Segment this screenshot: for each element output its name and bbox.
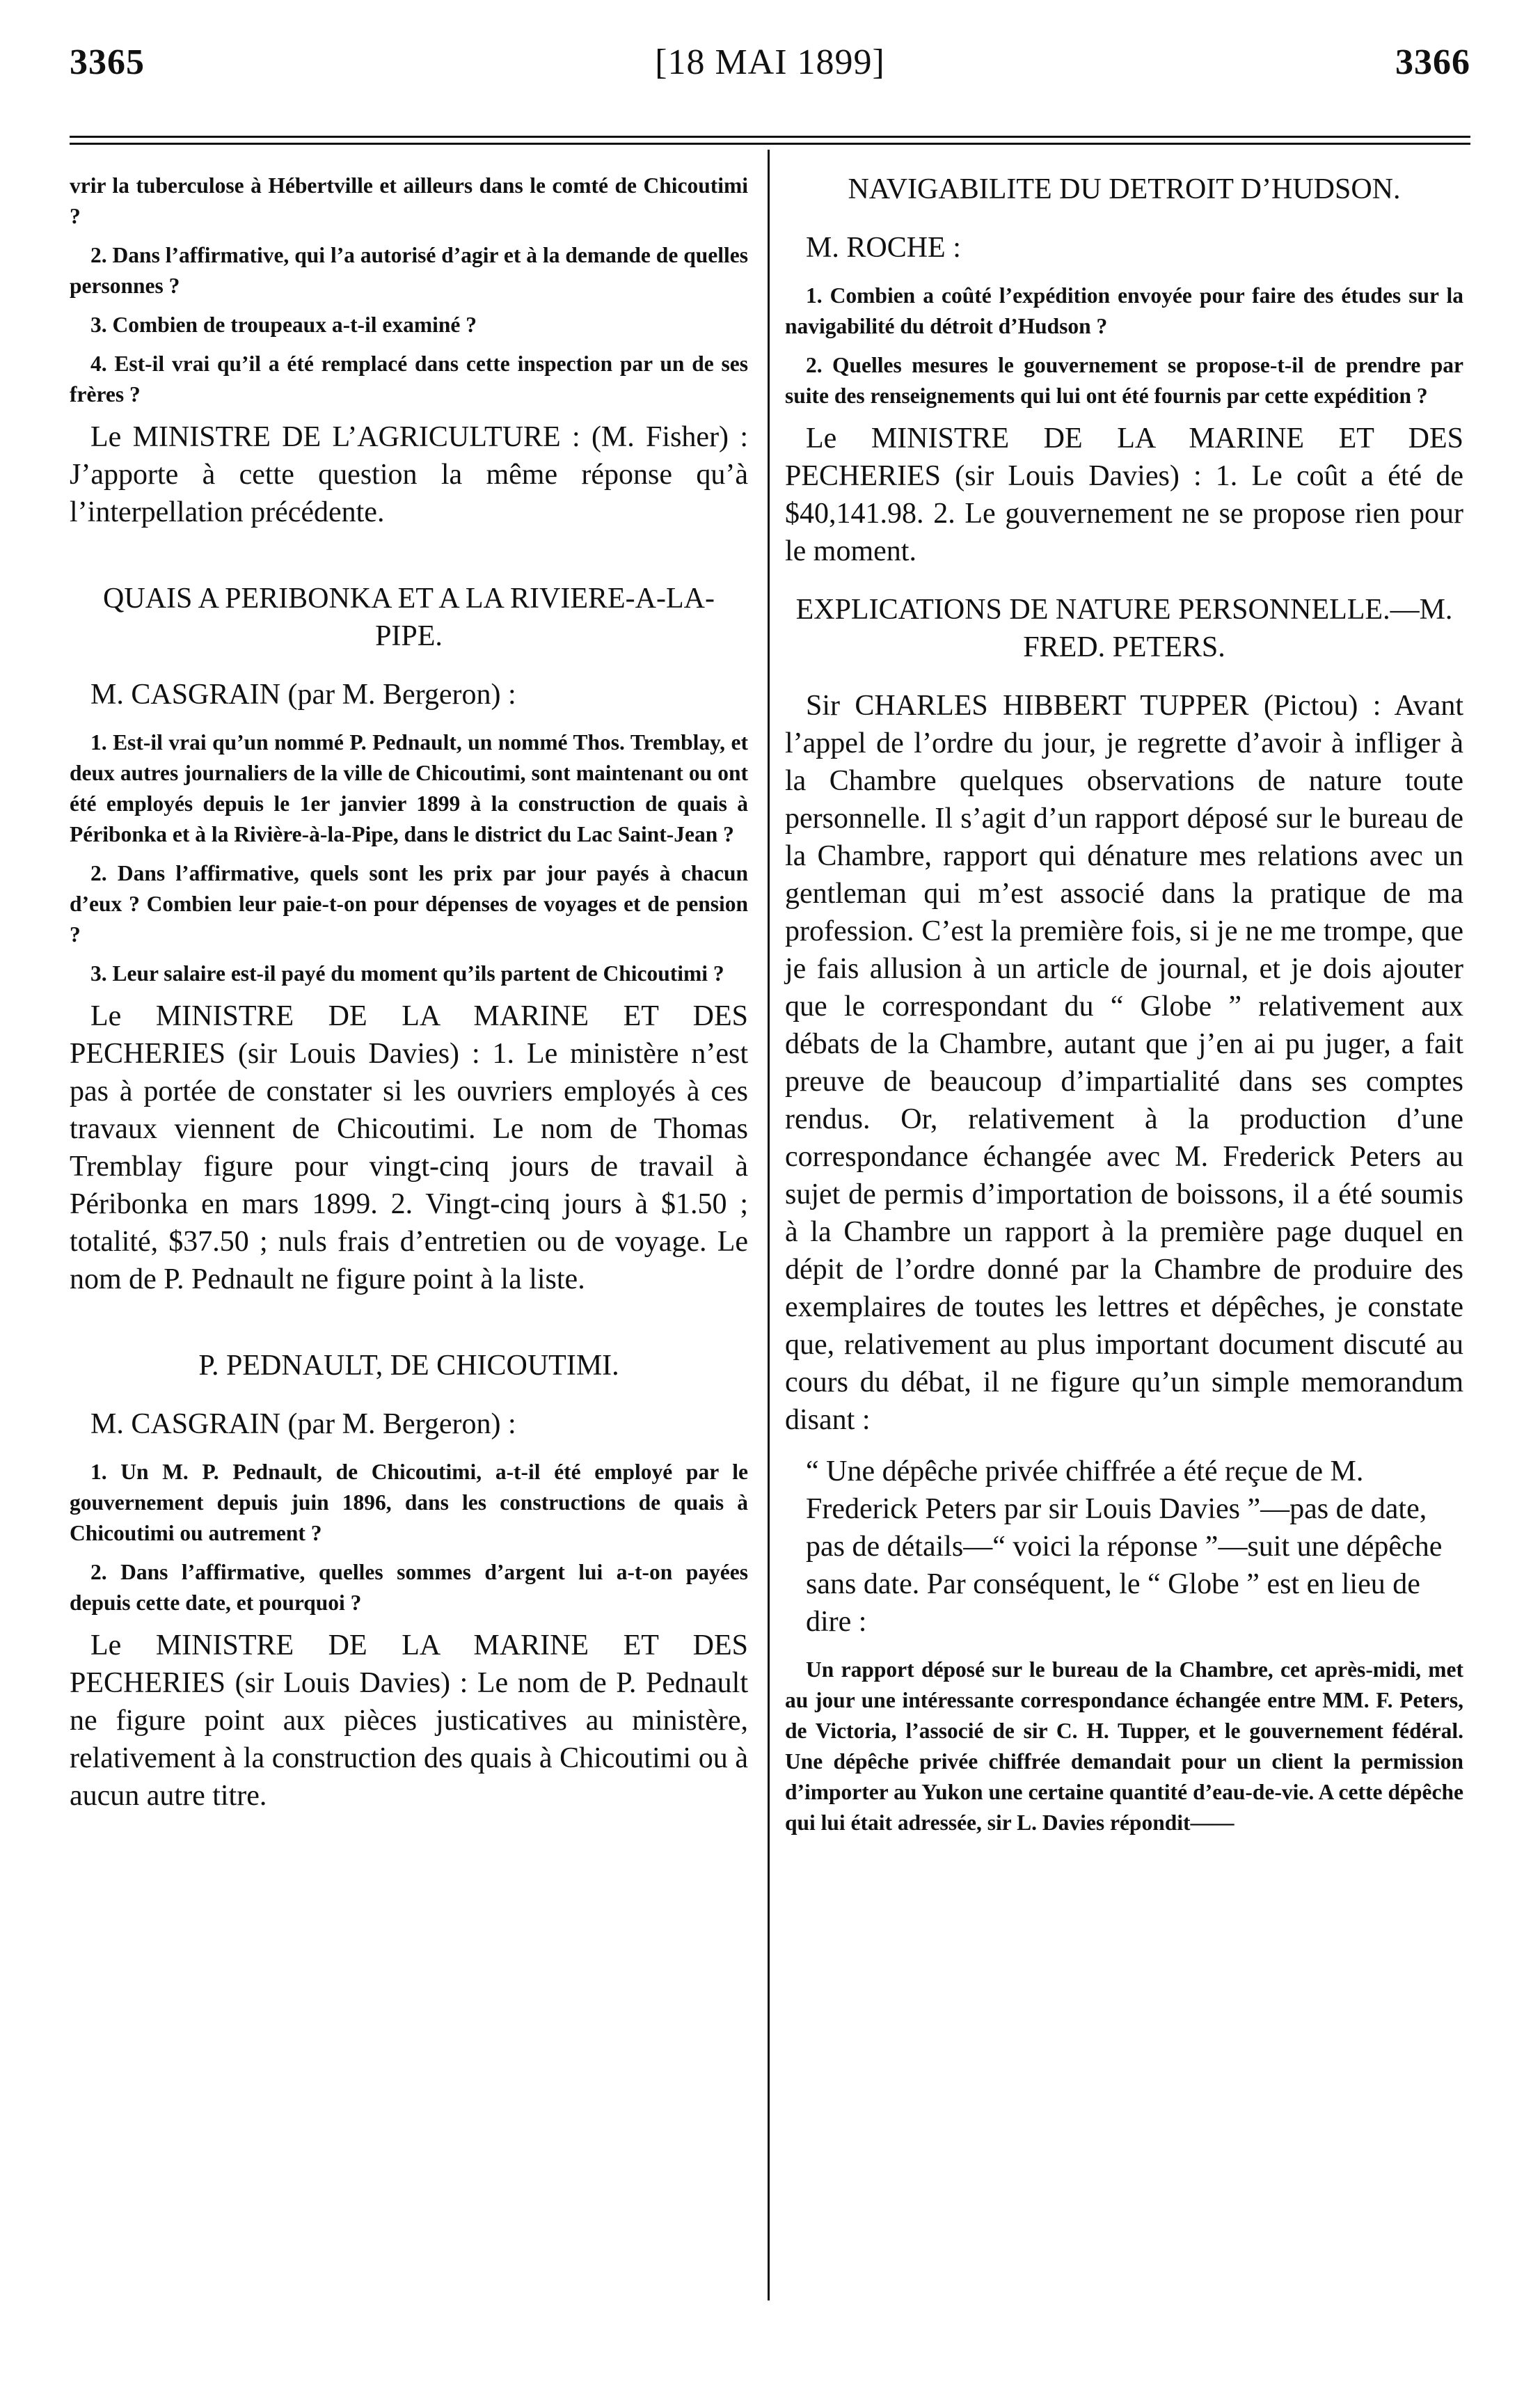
question-item: 1. Un M. P. Pednault, de Chicoutimi, a-t-il été employé par le gouvernement depuis juin 1896, dans les constructions de quais à Chicoutimi ou autrement ? bbox=[70, 1460, 748, 1545]
section-heading-quais: QUAIS A PERIBONKA ET A LA RIVIERE-A-LA-PIPE. bbox=[103, 583, 715, 652]
question-item: 2. Quelles mesures le gouvernement se propose-t-il de prendre par suite des renseignements qui lui ont été fournis par cette expédition ? bbox=[785, 353, 1463, 408]
section-heading-navigabilite: NAVIGABILITE DU DETROIT D’HUDSON. bbox=[848, 173, 1401, 205]
question-item: 1. Combien a coûté l’expédition envoyée pour faire des études sur la navigabilité du détroit d’Hudson ? bbox=[785, 283, 1463, 338]
question-continuation: vrir la tuberculose à Hébertville et ailleurs dans le comté de Chicoutimi ? bbox=[70, 173, 748, 228]
speaker-casgrain: M. CASGRAIN (par M. Bergeron) : bbox=[90, 679, 516, 711]
header-rule-top bbox=[70, 136, 1470, 138]
speaker-roche: M. ROCHE : bbox=[806, 232, 961, 264]
section-heading-explications: EXPLICATIONS DE NATURE PERSONNELLE.—M. FRED. PETERS. bbox=[795, 594, 1453, 663]
question-item: 3. Leur salaire est-il payé du moment qu’ils partent de Chicoutimi ? bbox=[90, 961, 724, 986]
answer-marine: Le MINISTRE DE LA MARINE ET DES PECHERIES (sir Louis Davies) : Le nom de P. Pednault ne figure point aux pièces justicatives au ministère, relativement à la construction des quais à Chicoutimi ou à aucun autre titre. bbox=[70, 1629, 748, 1812]
question-item: 2. Dans l’affirmative, quelles sommes d’argent lui a-t-on payées depuis cette date, et pourquoi ? bbox=[70, 1560, 748, 1615]
right-column bbox=[785, 171, 1463, 1845]
speaker-casgrain: M. CASGRAIN (par M. Bergeron) : bbox=[90, 1408, 516, 1440]
answer-marine: Le MINISTRE DE LA MARINE ET DES PECHERIES (sir Louis Davies) : 1. Le ministère n’est pas à portée de constater si les ouvriers employés à ces travaux viennent de Chicoutimi. Le nom de Thomas Tremblay figure pour vingt-cinq jours de travail à Péribonka en mars 1899. 2. Vingt-cinq jours à $1.50 ; totalité, $37.50 ; nuls frais d’entretien ou de voyage. Le nom de P. Pednault ne figure point à la liste. bbox=[70, 1000, 748, 1295]
speech-tupper: Sir CHARLES HIBBERT TUPPER (Pictou) : Avant l’appel de l’ordre du jour, je regrette d’avoir à infliger à la Chambre quelques observations de nature toute personnelle. Il s’agit d’un rapport déposé sur le bureau de la Chambre, rapport qui dénature mes relations avec un gentleman qui m’est associé dans la pratique de ma profession. C’est la première fois, si je ne me trompe, que je fais allusion à un article de journal, et je dois ajouter que le correspondant du “ Globe ” relativement aux débats de la Chambre, autant que j’en ai pu juger, a fait preuve de beaucoup d’impartialité dans ses comptes rendus. Or, relativement à la production d’une correspondance échangée avec M. Frederick Peters au sujet de permis d’importation de boissons, il a été soumis à la Chambre un rapport à la première page duquel en dépit de l’ordre donné par la Chambre de produire des exemplaires de toutes les lettres et dépêches, je constate que, relativement au plus important document discuté au cours du débat, il ne figure qu’un simple memorandum disant : bbox=[785, 690, 1463, 1436]
page-header bbox=[70, 42, 1470, 104]
question-item: 3. Combien de troupeaux a-t-il examiné ? bbox=[90, 313, 477, 337]
section-heading-pednault: P. PEDNAULT, DE CHICOUTIMI. bbox=[198, 1350, 619, 1382]
question-item: 2. Dans l’affirmative, qui l’a autorisé d’agir et à la demande de quelles personnes ? bbox=[70, 243, 748, 298]
answer-agriculture: Le MINISTRE DE L’AGRICULTURE : (M. Fisher) : J’apporte à cette question la même réponse qu’à l’interpellation précédente. bbox=[70, 421, 748, 528]
page-number-left: 3365 bbox=[70, 42, 145, 82]
question-item: 2. Dans l’affirmative, quels sont les prix par jour payés à chacun d’eux ? Combien leur paie-t-on pour dépenses de voyages et de pension ? bbox=[70, 861, 748, 947]
header-date: [18 MAI 1899] bbox=[655, 42, 885, 82]
header-rule-bottom bbox=[70, 143, 1470, 145]
column-divider bbox=[768, 150, 770, 2300]
question-item: 4. Est-il vrai qu’il a été remplacé dans cette inspection par un de ses frères ? bbox=[70, 352, 748, 406]
question-item: 1. Est-il vrai qu’un nommé P. Pednault, un nommé Thos. Tremblay, et deux autres journaliers de la ville de Chicoutimi, sont maintenant ou ont été employés depuis le 1er janvier 1899 à la construction de quais à Péribonka et à la Rivière-à-la-Pipe, dans le district du Lac Saint-Jean ? bbox=[70, 730, 748, 846]
memorandum-quote: “ Une dépêche privée chiffrée a été reçue de M. Frederick Peters par sir Louis Davies ”—pas de date, pas de détails—“ voici la réponse ”—suit une dépêche sans date. Par conséquent, le “ Globe ” est en lieu de dire : bbox=[806, 1455, 1443, 1638]
globe-quote: Un rapport déposé sur le bureau de la Chambre, cet après-midi, met au jour une intéressante correspondance échangée entre MM. F. Peters, de Victoria, l’associé de sir C. H. Tupper, et le gouvernement fédéral. Une dépêche privée chiffrée demandait pour un client la permission d’importer au Yukon une certaine quantité d’eau-de-vie. A cette dépêche qui lui était adressée, sir L. Davies répondit—— bbox=[785, 1657, 1463, 1835]
answer-marine: Le MINISTRE DE LA MARINE ET DES PECHERIES (sir Louis Davies) : 1. Le coût a été de $40,141.98. 2. Le gouvernement ne se propose rien pour le moment. bbox=[785, 423, 1463, 567]
left-column bbox=[70, 171, 748, 1829]
page-number-right: 3366 bbox=[1395, 42, 1470, 82]
